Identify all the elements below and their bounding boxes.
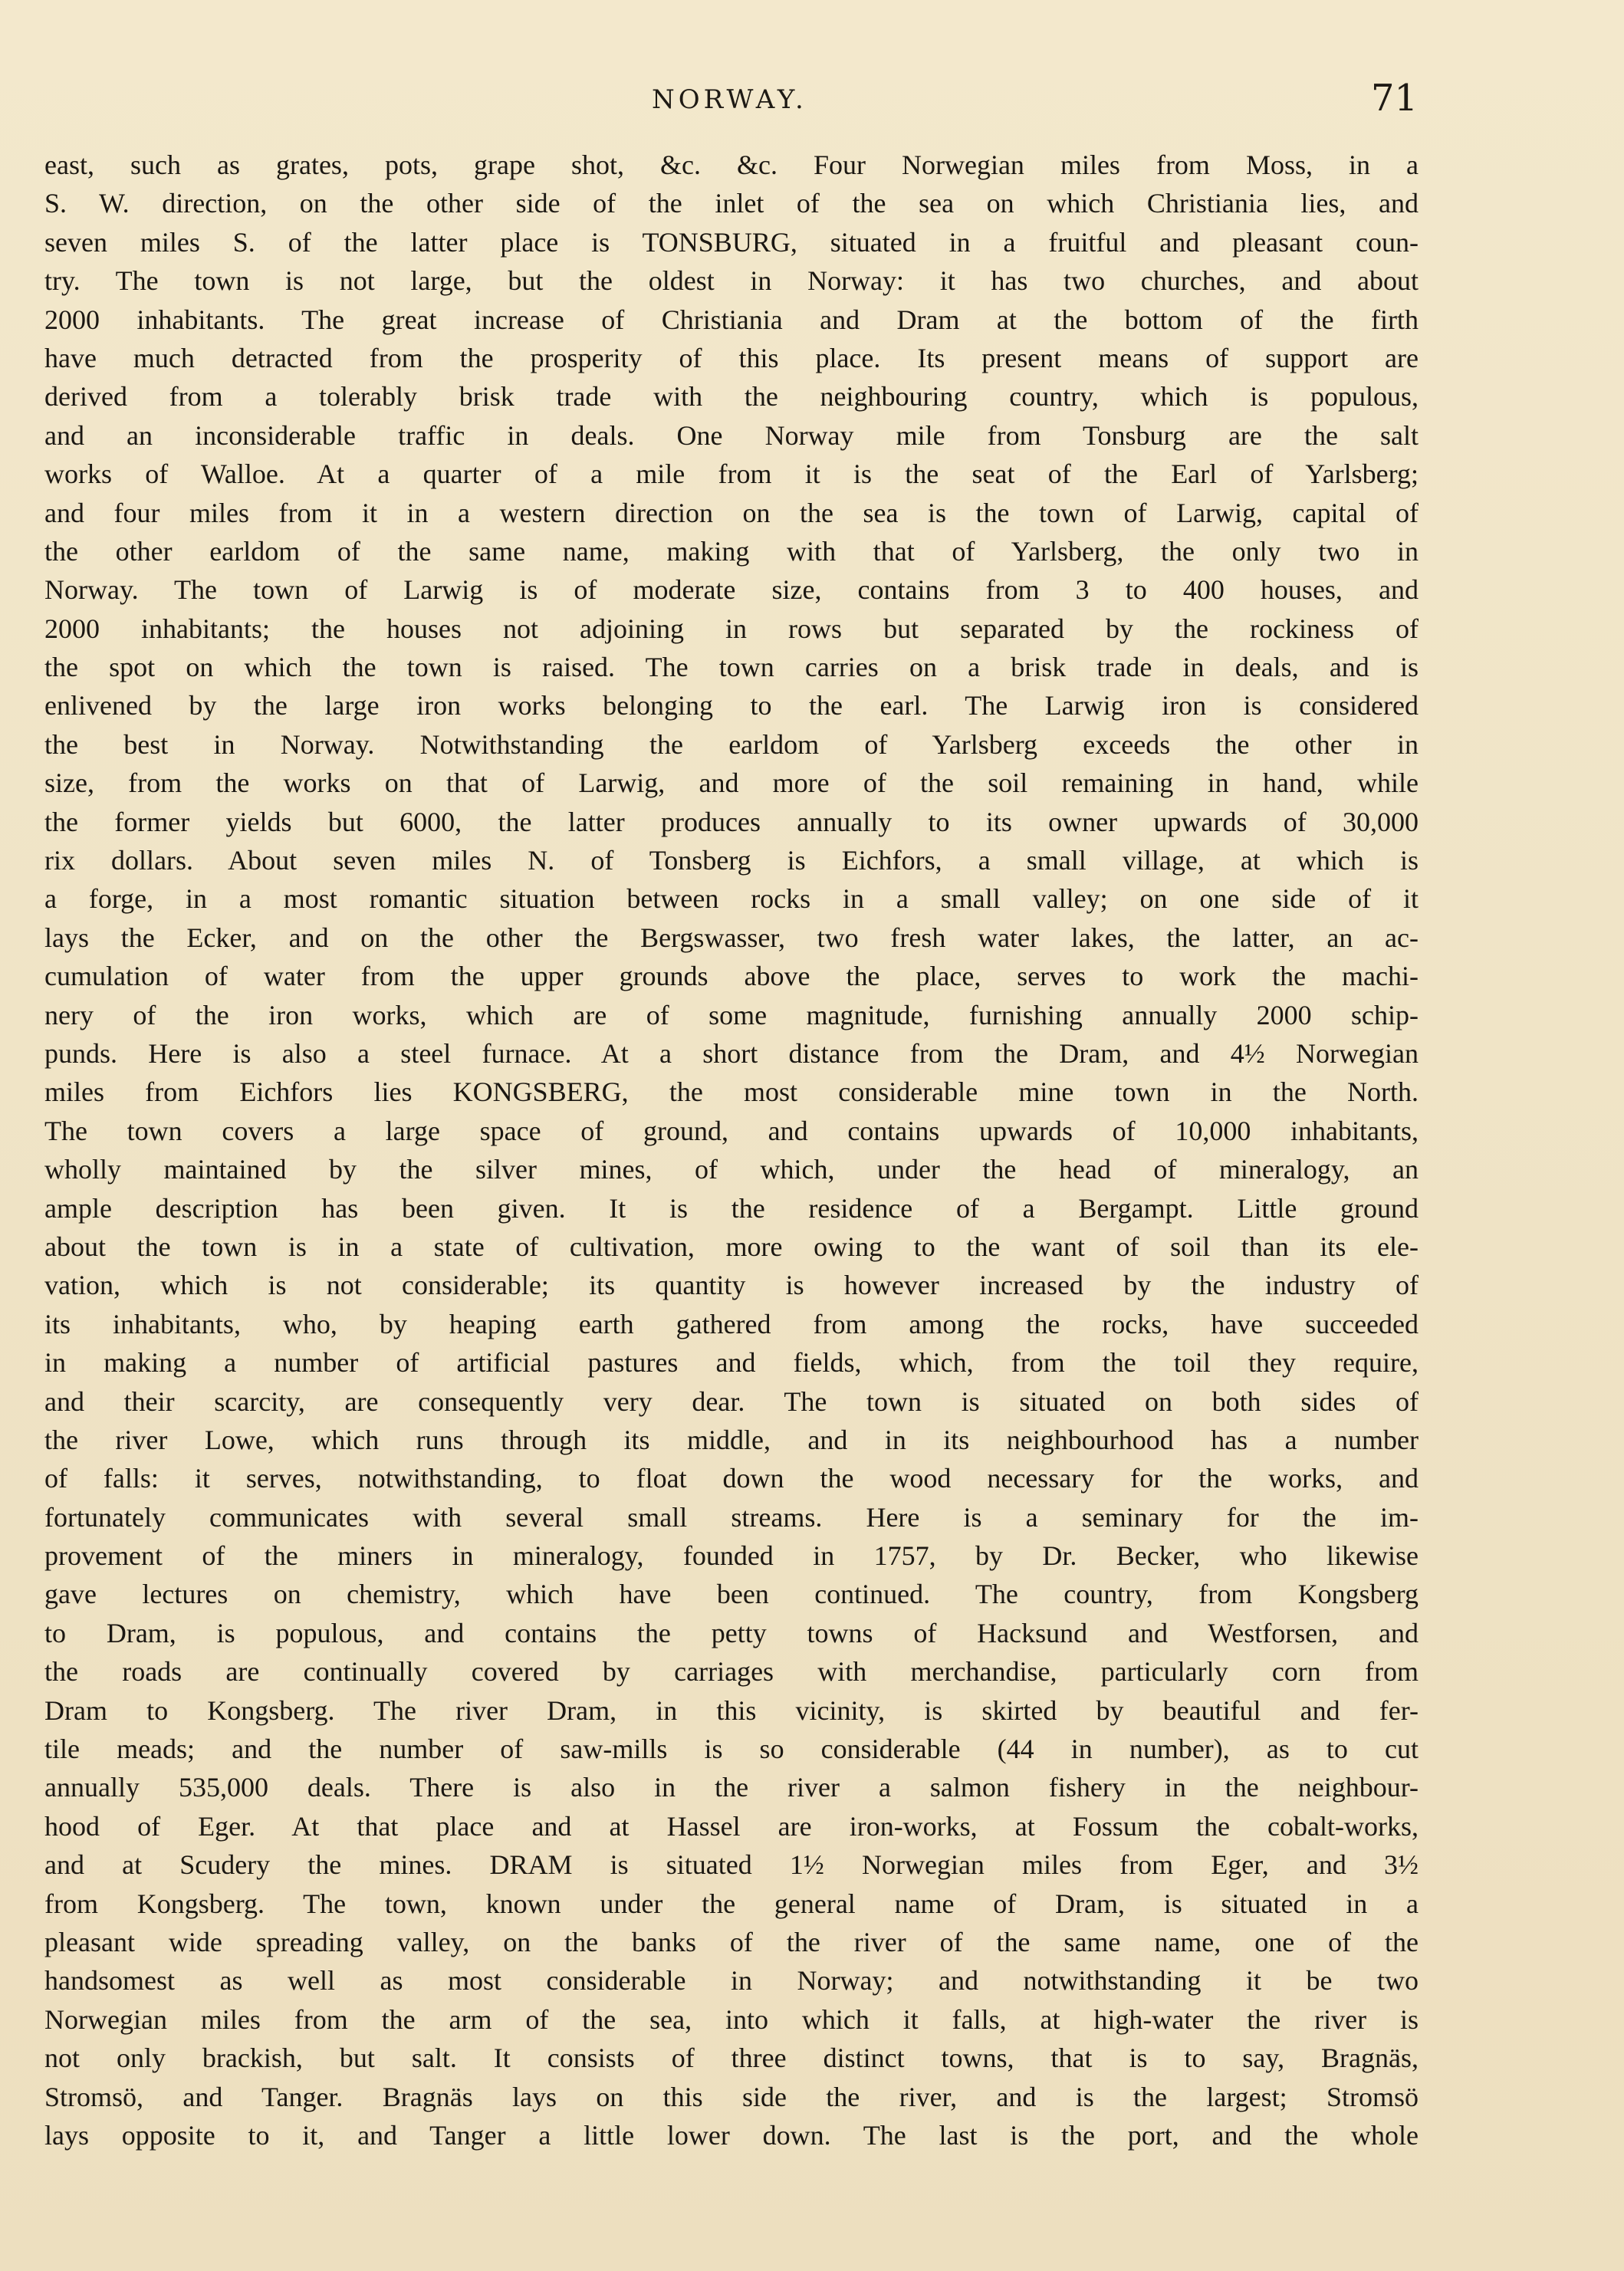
text-line: Dram to Kongsberg. The river Dram, in this vicinity, is skirted by beautiful and fer-	[44, 1694, 1419, 1726]
text-line: 2000 inhabitants. The great increase of Christiania and Dram at the bottom of the firth	[44, 304, 1419, 335]
text-line: of falls: it serves, notwithstanding, to float down the wood necessary for the works, and	[44, 1463, 1419, 1494]
text-line: the river Lowe, which runs through its middle, and in its neighbourhood has a number	[44, 1424, 1419, 1455]
page-number: 71	[1371, 77, 1419, 120]
body-text	[44, 146, 1419, 2154]
text-line: enlivened by the large iron works belonging to the earl. The Larwig iron is considered	[44, 690, 1419, 721]
text-line: about the town is in a state of cultivation, more owing to the want of soil than its ele-	[44, 1231, 1419, 1262]
text-line: handsomest as well as most considerable in Norway; and notwithstanding it be two	[44, 1965, 1419, 1997]
text-line: the former yields but 6000, the latter produces annually to its owner upwards of 30,000	[44, 806, 1419, 837]
text-line: from Kongsberg. The town, known under the general name of Dram, is situated in a	[44, 1888, 1419, 1919]
text-line: and an inconsiderable traffic in deals. One Norway mile from Tonsburg are the salt	[44, 419, 1419, 451]
text-line: hood of Eger. At that place and at Hassel are iron-works, at Fossum the cobalt-works,	[44, 1810, 1419, 1842]
text-line: lays opposite to it, and Tanger a little lower down. The last is the port, and the whole	[44, 2119, 1419, 2151]
text-line: vation, which is not considerable; its quantity is however increased by the industry of	[44, 1270, 1419, 1301]
text-line: annually 535,000 deals. There is also in the river a salmon fishery in the neighbour-	[44, 1772, 1419, 1803]
text-line: rix dollars. About seven miles N. of Tonsberg is Eichfors, a small village, at which is	[44, 845, 1419, 876]
text-line: cumulation of water from the upper grounds above the place, serves to work the machi-	[44, 961, 1419, 992]
text-line: The town covers a large space of ground, and contains upwards of 10,000 inhabitants,	[44, 1115, 1419, 1146]
text-line: works of Walloe. At a quarter of a mile from it is the seat of the Earl of Yarlsberg;	[44, 458, 1419, 490]
text-line: to Dram, is populous, and contains the petty towns of Hacksund and Westforsen, and	[44, 1617, 1419, 1648]
text-line: and four miles from it in a western direction on the sea is the town of Larwig, capital of	[44, 497, 1419, 528]
text-line: punds. Here is also a steel furnace. At a short distance from the Dram, and 4½ Norwegian	[44, 1037, 1419, 1069]
text-line: derived from a tolerably brisk trade with the neighbouring country, which is populous,	[44, 381, 1419, 412]
text-line: the roads are continually covered by carriages with merchandise, particularly corn from	[44, 1656, 1419, 1688]
running-head: NORWAY.	[652, 84, 807, 115]
text-line: the spot on which the town is raised. The town carries on a brisk trade in deals, and is	[44, 652, 1419, 683]
page-header	[0, 77, 1624, 127]
text-line: and at Scudery the mines. DRAM is situated 1½ Norwegian miles from Eger, and 3½	[44, 1849, 1419, 1881]
text-line: miles from Eichfors lies KONGSBERG, the most considerable mine town in the North.	[44, 1076, 1419, 1108]
text-line: nery of the iron works, which are of some magnitude, furnishing annually 2000 schip-	[44, 999, 1419, 1030]
text-line: not only brackish, but salt. It consists of three distinct towns, that is to say, Bragnäs,	[44, 2043, 1419, 2074]
text-line: in making a number of artificial pastures and fields, which, from the toil they require,	[44, 1347, 1419, 1379]
text-line: and their scarcity, are consequently very dear. The town is situated on both sides of	[44, 1385, 1419, 1417]
text-line: lays the Ecker, and on the other the Bergswasser, two fresh water lakes, the latter, an ac-	[44, 922, 1419, 953]
text-line: Stromsö, and Tanger. Bragnäs lays on this side the river, and is the largest; Stromsö	[44, 2081, 1419, 2112]
text-line: S. W. direction, on the other side of the inlet of the sea on which Christiania lies, and	[44, 188, 1419, 219]
text-line: pleasant wide spreading valley, on the banks of the river of the same name, one of the	[44, 1926, 1419, 1957]
text-line: size, from the works on that of Larwig, and more of the soil remaining in hand, while	[44, 767, 1419, 799]
text-line: Norway. The town of Larwig is of moderate size, contains from 3 to 400 houses, and	[44, 574, 1419, 606]
text-line: the best in Norway. Notwithstanding the earldom of Yarlsberg exceeds the other in	[44, 728, 1419, 760]
text-line: the other earldom of the same name, making with that of Yarlsberg, the only two in	[44, 535, 1419, 567]
text-line: east, such as grates, pots, grape shot, &c. &c. Four Norwegian miles from Moss, in a	[44, 150, 1419, 180]
text-line: ample description has been given. It is the residence of a Bergampt. Little ground	[44, 1192, 1419, 1224]
text-line: wholly maintained by the silver mines, of which, under the head of mineralogy, an	[44, 1154, 1419, 1185]
text-line: 2000 inhabitants; the houses not adjoining in rows but separated by the rockiness of	[44, 613, 1419, 644]
text-line: provement of the miners in mineralogy, founded in 1757, by Dr. Becker, who likewise	[44, 1540, 1419, 1572]
text-line: Norwegian miles from the arm of the sea, into which it falls, at high-water the river is	[44, 2003, 1419, 2035]
text-line: a forge, in a most romantic situation between rocks in a small valley; on one side of it	[44, 883, 1419, 915]
text-line: its inhabitants, who, by heaping earth gathered from among the rocks, have succeeded	[44, 1308, 1419, 1339]
text-line: try. The town is not large, but the oldest in Norway: it has two churches, and about	[44, 265, 1419, 297]
text-line: seven miles S. of the latter place is TONSBURG, situated in a fruitful and pleasant coun-	[44, 226, 1419, 258]
text-line: gave lectures on chemistry, which have been continued. The country, from Kongsberg	[44, 1579, 1419, 1610]
text-line: have much detracted from the prosperity of this place. Its present means of support are	[44, 342, 1419, 373]
text-line: fortunately communicates with several small streams. Here is a seminary for the im-	[44, 1501, 1419, 1533]
text-line: tile meads; and the number of saw-mills is so considerable (44 in number), as to cut	[44, 1734, 1419, 1765]
